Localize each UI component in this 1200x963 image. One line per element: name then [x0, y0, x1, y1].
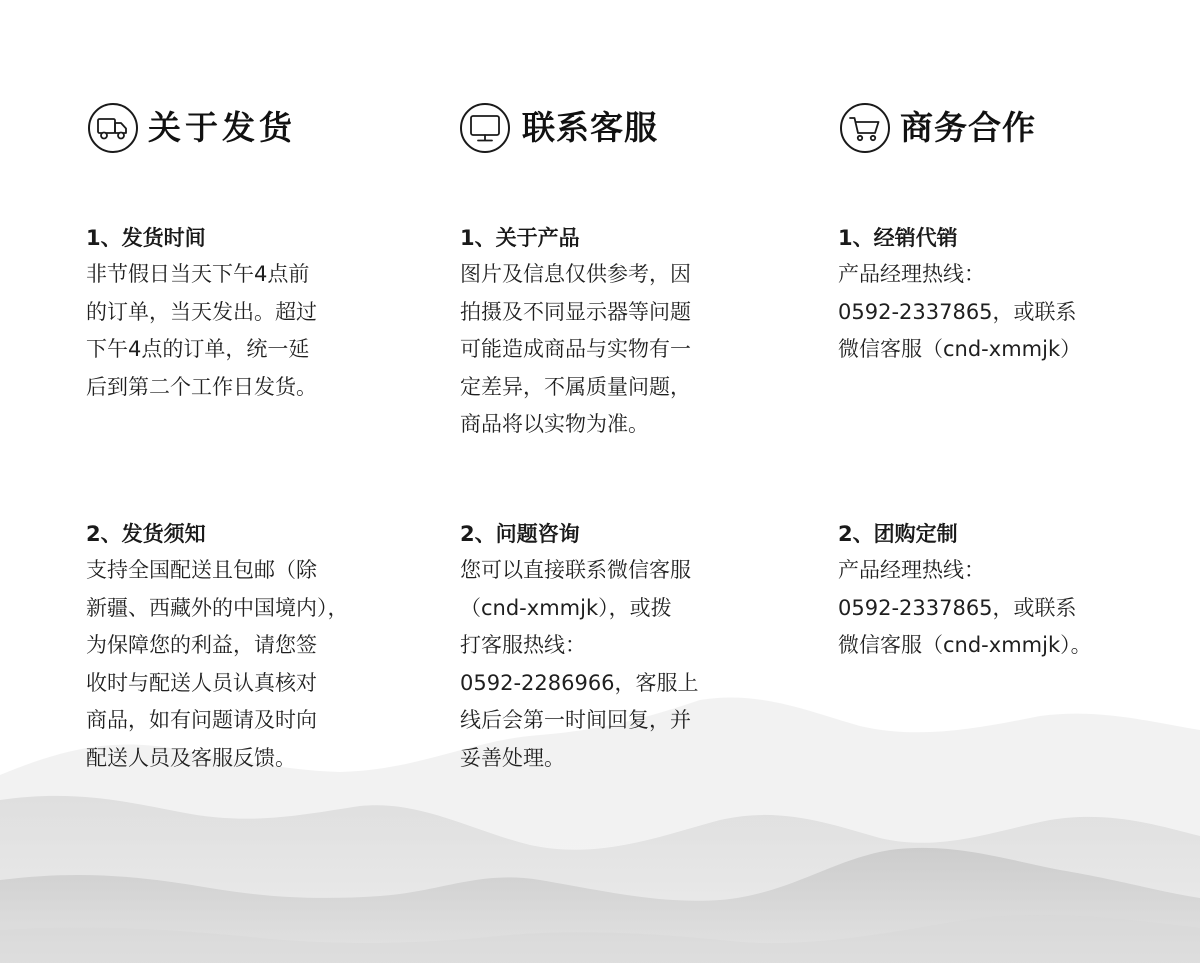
section-title: 2、发货须知 — [86, 522, 206, 546]
section-title: 1、关于产品 — [460, 226, 580, 250]
section-text-line: 图片及信息仅供参考，因 — [460, 262, 691, 286]
section-text-line: 收时与配送人员认真核对 — [86, 670, 317, 695]
section-text-line: 0592-2337865，或联系 — [838, 595, 1077, 620]
section-text-line: 非节假日当天下午4点前 — [86, 262, 310, 286]
shipping-column — [86, 100, 386, 770]
shipping-notice-section — [86, 519, 386, 777]
section-text-line: 微信客服（cnd-xmmjk） — [838, 337, 1082, 361]
section-text-line: 打客服热线： — [460, 633, 586, 657]
shopping-cart-icon — [840, 103, 890, 153]
section-text-line: 的订单，当天发出。超过 — [86, 299, 317, 324]
section-title: 1、发货时间 — [86, 226, 206, 250]
section-text-line: 定差异，不属质量问题， — [460, 374, 691, 399]
section-text-line: 线后会第一时间回复，并 — [460, 708, 691, 732]
business-column — [838, 100, 1138, 657]
business-title: 商务合作 — [900, 108, 1036, 147]
section-title: 1、经销代销 — [838, 226, 958, 250]
customer-service-column — [460, 100, 760, 770]
section-text-line: 0592-2337865，或联系 — [838, 299, 1077, 324]
inquiry-section — [460, 519, 760, 777]
section-text-line: 商品，如有问题请及时向 — [86, 708, 317, 732]
section-text-line: 拍摄及不同显示器等问题 — [460, 299, 691, 324]
shipping-header — [86, 100, 386, 160]
section-text-line: 后到第二个工作日发货。 — [86, 374, 317, 399]
monitor-icon — [460, 103, 510, 153]
section-title: 2、团购定制 — [838, 522, 958, 546]
section-text-line: 支持全国配送且包邮（除 — [86, 558, 317, 582]
section-text-line: 0592-2286966，客服上 — [460, 670, 699, 695]
group-purchase-section — [838, 519, 1138, 665]
section-text-line: 为保障您的利益，请您签 — [86, 633, 317, 657]
business-header — [838, 100, 1138, 160]
section-text-line: 配送人员及客服反馈。 — [86, 745, 296, 770]
delivery-truck-icon — [88, 103, 138, 153]
section-text-line: 产品经理热线： — [838, 262, 985, 286]
about-product-section — [460, 223, 760, 444]
distribution-section — [838, 223, 1138, 369]
shipping-time-section — [86, 223, 386, 406]
section-text-line: 微信客服（cnd-xmmjk）。 — [838, 633, 1092, 657]
section-text-line: 新疆、西藏外的中国境内）， — [86, 595, 349, 620]
section-text-line: 您可以直接联系微信客服 — [460, 558, 691, 582]
section-title: 2、问题咨询 — [460, 522, 580, 546]
customer-service-header — [460, 100, 760, 160]
section-text-line: 商品将以实物为准。 — [460, 412, 649, 436]
shipping-title: 关于发货 — [148, 108, 296, 147]
section-text-line: 可能造成商品与实物有一 — [460, 337, 691, 361]
section-text-line: 下午4点的订单，统一延 — [86, 337, 310, 361]
section-text-line: 妥善处理。 — [460, 745, 565, 770]
section-text-line: 产品经理热线： — [838, 558, 985, 582]
section-text-line: （cnd-xmmjk），或拨 — [460, 595, 672, 620]
customer-service-title: 联系客服 — [522, 108, 658, 147]
